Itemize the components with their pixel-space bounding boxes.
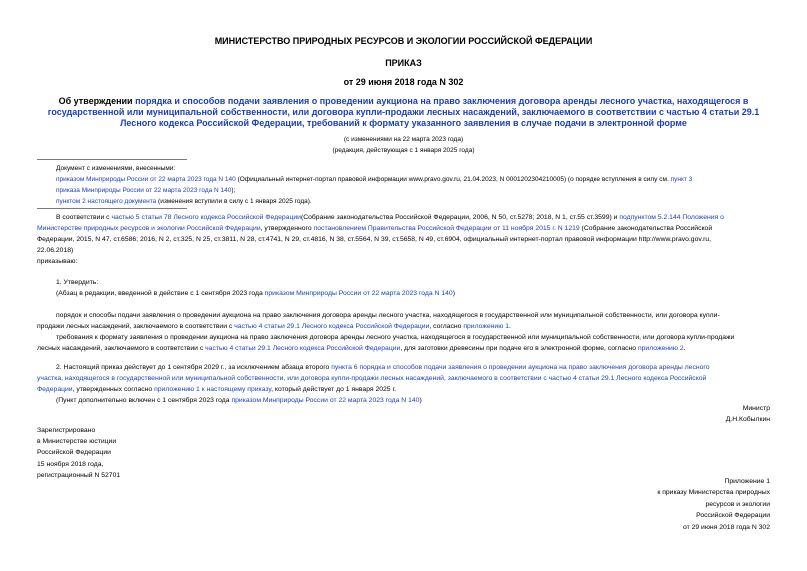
preamble-text: (Собрание законодательства Российской — [579, 225, 713, 232]
clause2-line1 — [56, 362, 710, 373]
amendment-link-1[interactable]: приказом Минприроды России от 22 марта 2023 года N 140 — [56, 176, 236, 183]
ministry-heading: МИНИСТЕРСТВО ПРИРОДНЫХ РЕСУРСОВ И ЭКОЛОГИИ РОССИЙСКОЙ ФЕДЕРАЦИИ — [214, 36, 593, 46]
divider — [37, 159, 187, 160]
preamble-link-3[interactable]: Министерстве природных ресурсов и экологии Российской Федерации — [37, 225, 261, 232]
preamble-text: , утвержденного — [260, 225, 314, 232]
amendment-text-1: (Официальный интернет-портал правовой информации www.pravo.gov.ru, 21.04.2023, N 0001202304210005) (о порядке вступления в силу см. — [235, 176, 671, 183]
doc-title-line3[interactable]: Лесного кодекса Российской Федерации, требований к формату указанного заявления в случае подачи в электронной форме — [120, 118, 687, 128]
signature-name: Д.Н.Кобылкин — [725, 416, 770, 423]
clause2-note — [56, 395, 422, 406]
clause-text: лесных насаждений, заключаемого в соответствии с — [37, 345, 206, 352]
amendment-link-2[interactable]: пункт 3 — [670, 176, 693, 183]
clause-text: , для заготовки древесины при подаче его в электронной форме, согласно — [400, 345, 638, 352]
clause-text: . — [683, 345, 686, 352]
clause2-link-3[interactable]: Федерации — [37, 386, 73, 393]
preamble-line2 — [37, 223, 712, 234]
divider — [37, 208, 187, 209]
edition-changes: (с изменениями на 22 марта 2023 года) — [343, 136, 464, 143]
clause2-line3 — [37, 384, 396, 395]
clause2-note-link[interactable]: приказом Минприроды России от 22 марта 2023 года N 140 — [231, 397, 420, 404]
note-text: (Пункт дополнительно включен с 1 сентября 2023 года — [56, 397, 232, 404]
clause2-appendix-link[interactable]: приложению 1 к настоящему приказу — [154, 386, 272, 393]
preamble-text: В соответствии с — [56, 214, 112, 221]
clause1-b-line1: требования к формату заявления о проведении аукциона на право заключения договора аренды лесного участка, находящегося в государственной или муниципальной собственности, или договора купли-продажи — [56, 334, 735, 341]
registration-line: Зарегистрировано — [37, 427, 96, 434]
preamble-text: (Собрание законодательства Российской Федерации, 2006, N 50, ст.5278; 2018, N 1, ст.55 ст.3599) и — [300, 214, 620, 221]
amendment-item-2 — [56, 196, 312, 207]
registration-line: в Министерстве юстиции — [37, 438, 117, 446]
doc-date-number: от 29 июня 2018 года N 302 — [343, 77, 464, 87]
signature-position: Министр — [742, 405, 770, 412]
doc-type: ПРИКАЗ — [385, 58, 422, 68]
clause2-link-1[interactable]: пункта 6 порядка и способов подачи заявления о проведении аукциона на право заключения договора аренды лесного — [331, 364, 710, 371]
clause1-a-link[interactable]: частью 4 статьи 29.1 Лесного кодекса Российской Федерации — [234, 323, 430, 330]
clause1-note-link[interactable]: приказом Минприроды России от 22 марта 2023 года N 140 — [264, 290, 453, 297]
appendix-line: Российской Федерации — [696, 512, 770, 520]
amendment-end: ); — [231, 187, 236, 194]
appendix-line: к приказу Министерства природных — [657, 489, 770, 497]
appendix-block — [657, 476, 770, 533]
clause-text: , согласно — [429, 323, 464, 330]
clause-text: , который действует до 1 января 2025 г. — [271, 386, 397, 393]
preamble-link-1[interactable]: частью 5 статьи 78 Лесного кодекса Российской Федерации — [111, 214, 301, 221]
amendment-item-1 — [56, 174, 692, 185]
clause1-label: 1. Утвердить: — [56, 279, 99, 286]
amendment-text-2: (изменения вступили в силу с 1 января 2025 года). — [156, 198, 312, 205]
preamble-line3: Федерации, 2015, N 47, ст.6586; 2016, N 2, ст.325, N 25, ст.3811, N 28, ст.4741, N 29, ст.4816, N 38, ст.5564, N 39, ст.5658, N 49, ст.6904, официальный интернет-портал правовой информации http://www.pravo.gov.ru, — [37, 236, 712, 243]
clause-text: 2. Настоящий приказ действует до 1 сентября 2029 г., за исключением абзаца второго — [56, 364, 332, 371]
clause1-note — [56, 288, 455, 299]
doc-title-line2[interactable]: государственной или муниципальной собственности, или договора купли-продажи лесных насаждений, заключаемого в соответствии с частью 4 статьи 29.1 — [47, 107, 760, 117]
edition-redaction: (редакция, действующая с 1 января 2025 года) — [332, 147, 475, 154]
appendix-line: от 29 июня 2018 года N 302 — [682, 523, 770, 531]
clause-text: продажи лесных насаждений, заключаемого в соответствии с — [37, 323, 235, 330]
appendix-line: ресурсов и экологии — [705, 500, 770, 508]
clause1-b-link[interactable]: частью 4 статьи 29.1 Лесного кодекса Российской Федерации — [205, 345, 401, 352]
amendment-link-3[interactable]: приказа Минприроды России от 22 марта 2023 года N 140 — [56, 187, 232, 194]
appendix1-link[interactable]: приложению 1 — [463, 323, 509, 330]
registration-line: 15 ноября 2018 года, — [37, 460, 104, 468]
appendix2-link[interactable]: приложению 2 — [637, 345, 684, 352]
amendment-item-1-cont — [56, 185, 235, 196]
registration-line: регистрационный N 52701 — [37, 471, 121, 479]
preamble-line1 — [56, 212, 724, 223]
appendix-line: Приложение 1 — [724, 478, 770, 485]
clause-text: , утвержденных согласно — [72, 386, 155, 393]
amendments-heading: Документ с изменениями, внесенными: — [56, 165, 176, 172]
clause1-b-line2 — [37, 343, 686, 354]
note-end: ) — [419, 397, 422, 404]
note-end: ) — [452, 290, 455, 297]
note-text: (Абзац в редакции, введенной в действие с 1 сентября 2023 года — [56, 290, 265, 297]
amendment-link-4[interactable]: пунктом 2 настоящего документа — [56, 198, 157, 205]
registration-line: Российской Федерации — [37, 449, 111, 457]
preamble-line4: 22.06.2018) — [37, 247, 74, 254]
title-prefix: Об утверждении — [58, 96, 136, 106]
clause2-line2[interactable]: участка, находящегося в государственной или муниципальной собственности, или договора купли-продажи лесных насаждений, заключаемого в соответствии с частью 4 статьи 29.1 Лесного кодекса Российской — [37, 375, 707, 382]
registration-block — [37, 425, 120, 481]
preamble-link-4[interactable]: постановлением Правительства Российской Федерации от 11 ноября 2015 г. N 1219 — [313, 225, 580, 232]
preamble-line5: приказываю: — [37, 258, 78, 265]
title-link[interactable]: порядка и способов подачи заявления о проведении аукциона на право заключения договора аренды лесного участка, находящегося в — [135, 96, 749, 106]
doc-title-line1 — [0, 96, 807, 106]
clause-text: . — [508, 323, 511, 330]
clause1-a-line1: порядок и способы подачи заявления о проведении аукциона на право заключения договора аренды лесного участка, находящегося в государственной или муниципальной собственности, или договора купли- — [56, 312, 720, 319]
preamble-link-2[interactable]: подпунктом 5.2.144 Положения о — [619, 214, 724, 221]
clause1-a-line2 — [37, 321, 511, 332]
